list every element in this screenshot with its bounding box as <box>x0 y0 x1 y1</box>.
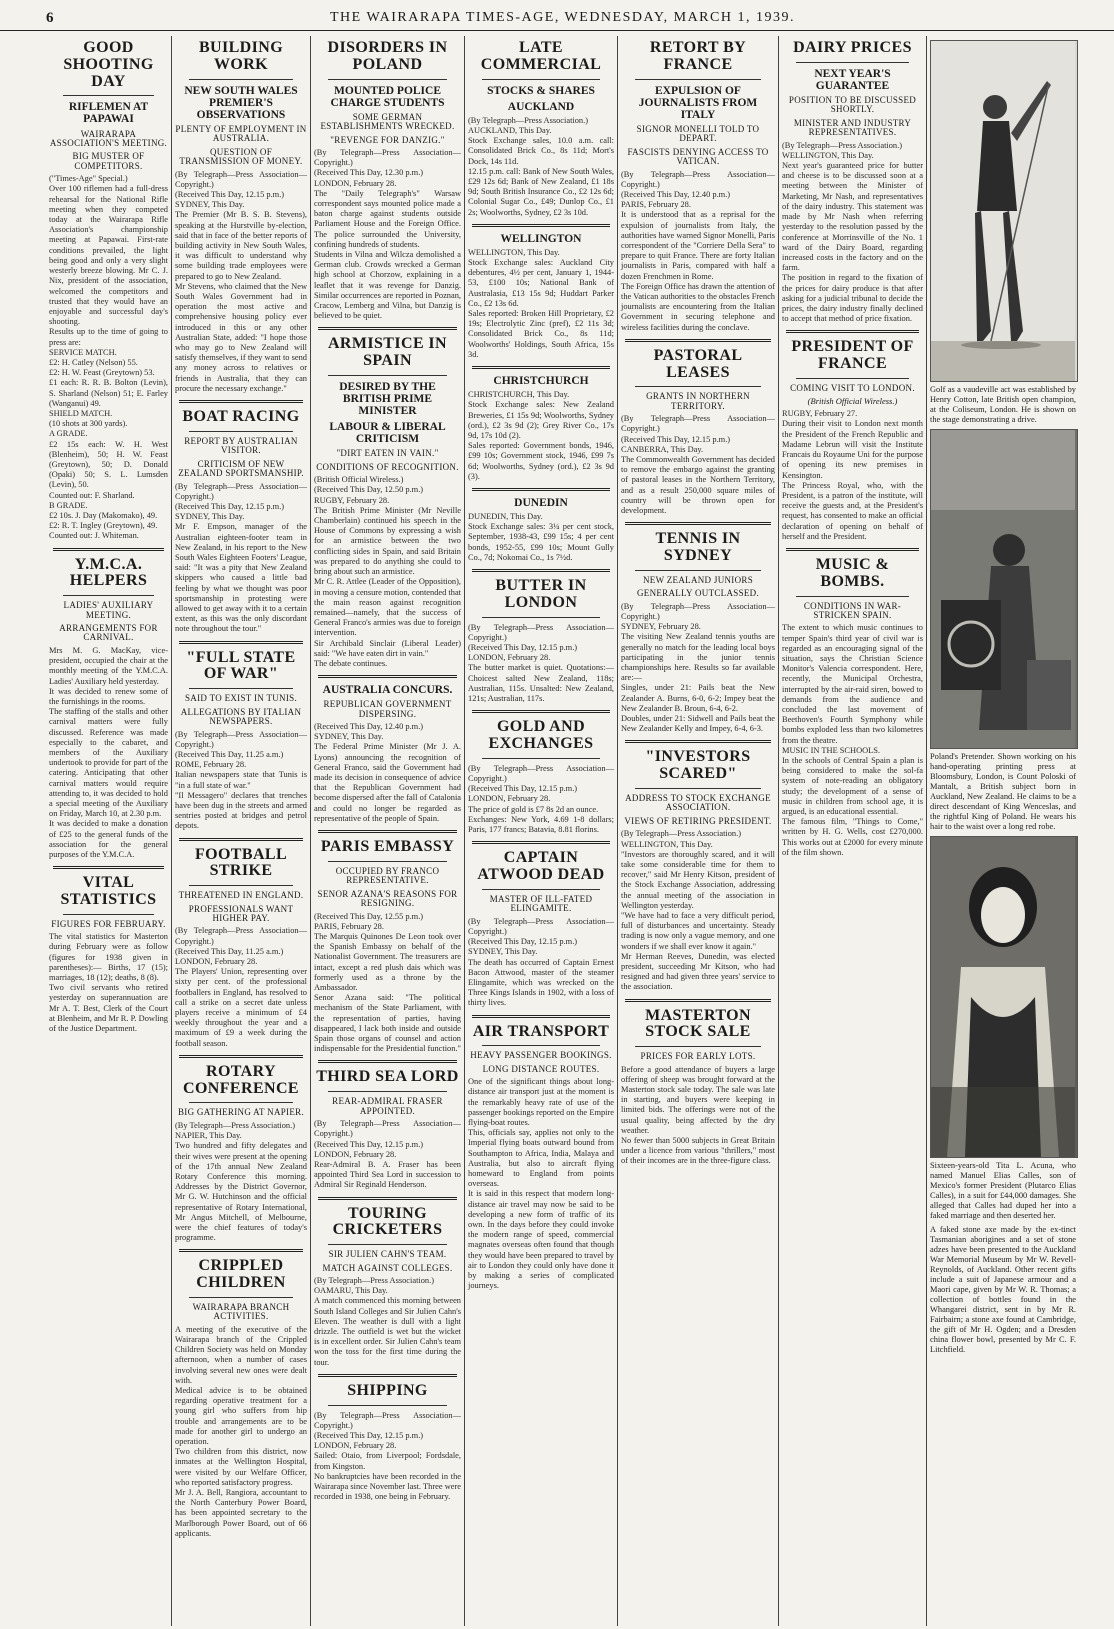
headline: VITAL STATISTICS <box>60 874 157 908</box>
article <box>314 684 461 824</box>
photo-caption: Sixteen-years-old Tita L. Acuna, who named Manuel Elias Calles, son of Mexico's former President (Plutarco Elias Calles), in a suit for £44,000 damages. She alleged that Calles had duped her into a faked marriage and then deserted her. <box>930 1161 1076 1220</box>
headline: FOOTBALL STRIKE <box>194 845 288 880</box>
article <box>468 497 614 563</box>
column-rule <box>926 36 927 1626</box>
subheading: LONG DISTANCE ROUTES. <box>482 1063 600 1074</box>
subheading: NEXT YEAR'S GUARANTEE <box>814 67 891 92</box>
subheading: REAR-ADMIRAL FRASER APPOINTED. <box>332 1096 443 1116</box>
article <box>314 1383 461 1503</box>
headline: THIRD SEA LORD <box>316 1068 459 1086</box>
subheading: SAID TO EXIST IN TUNIS. <box>185 693 297 704</box>
headline: MUSIC & BOMBS. <box>815 555 890 590</box>
article-body: (By Telegraph—Press Association—Copyright.) (Received This Day, 12.15 p.m.) LONDON, February 28. Sailed: Otaio, from Liverpool; Fordsdale, from Kingston. No bankruptcies have been recorded in the Wairarapa since November last. Three were recorded in 1938, one being in February. <box>314 1410 461 1502</box>
article-body: (By Telegraph—Press Association—Copyright.) (Received This Day, 11.25 a.m.) LONDON, February 28. The Players' Union, representing over sixty per cent. of the professional footballers in England, has resolved to call a strike on a secret date unless players receive a minimum of £4 weekly throughout the year and a maximum of £9 a week during the football season. <box>175 926 307 1048</box>
headline: DUNEDIN <box>514 496 568 509</box>
subheading: ARRANGEMENTS FOR CARNIVAL. <box>59 623 158 643</box>
subheading: WAIRARAPA BRANCH ACTIVITIES. <box>192 1301 290 1322</box>
subheading: NEW SOUTH WALES PREMIER'S OBSERVATIONS <box>184 84 298 121</box>
headline: AIR TRANSPORT <box>472 1022 610 1040</box>
article <box>175 409 307 635</box>
photo-caption: Golf as a vaudeville act was established by Henry Cotton, late British open champion, at the Coliseum, London. He is shown on the stage demonstrating a drive. <box>930 385 1076 424</box>
headline: DISORDERS IN POLAND <box>327 39 448 73</box>
article-body: Before a good attendance of buyers a large offering of sheep was brought forward at the Masterton stock sale today. The sale was late in starting, and buyers were keeping in limited bids. The offerings were not of the usual quality, being affected by the dry weather. No fewer than 5000 subjects in Great Britain under a licence from various "thrillers," most of their incomes are in the three-figure class. <box>621 1064 775 1166</box>
subheading: MOUNTED POLICE CHARGE STUDENTS <box>330 84 445 109</box>
headline: BUTTER IN LONDON <box>495 577 587 611</box>
subheading: GENERALLY OUTCLASSED. <box>636 588 760 599</box>
article <box>175 1064 307 1243</box>
article-body: (By Telegraph—Press Association—Copyright.) (Received This Day, 12.15 p.m.) LONDON, February 28. The butter market is quiet. Quotations:—Choicest salted New Zealand, 118s; Australian, 115s. Unsalted: New Zealand, 121s; Australian, 117s. <box>468 622 614 704</box>
article-body: (By Telegraph—Press Association.) OAMARU, This Day. A match commenced this morning between South Island Colleges and Sir Julien Cahn's Eleven. The weather is dull with a light drizzle. The outfield is wet but the wicket is in excellent order. Sir Julien Cahn's team won the toss for the first time during the tour. <box>314 1276 461 1367</box>
headline: "INVESTORS SCARED" <box>645 748 751 783</box>
subheading: VIEWS OF RETIRING PRESIDENT. <box>624 815 772 826</box>
headline: WELLINGTON <box>500 232 582 245</box>
article-body: (By Telegraph—Press Association—Copyright.) (Received This Day, 12.15 p.m.) CANBERRA, This Day. The Commonwealth Government has decided to remove the embargo against the granting of pastoral leases in the Northern Territory, and as a result 250,000 square miles of country will be thrown open for development. <box>621 414 775 516</box>
subheading: NEW ZEALAND JUNIORS <box>642 574 754 585</box>
subheading: BIG MUSTER OF COMPETITORS. <box>72 151 145 171</box>
article-body: (By Telegraph—Press Association.) WELLINGTON, This Day. Next year's guaranteed price for butter and cheese is to be discussed soon at a meeting between the Minister of Marketing, Mr Nash, and representatives of the dairy industry. This statement was made by Mr Nash when referring yesterday to the resolution passed by the conference at Morrinsville of the No. 1 ward of the Dairy Board, regarding increased costs in the factory and on the farm. The position in regard to the fixation of the prices for dairy produce is that after asking for a judicial tribunal to decide the prices, the dairy industry finally declined to accept that method of price fixation. <box>782 140 923 324</box>
article-body: (By Telegraph—Press Association—Copyright.) (Received This Day, 12.40 p.m.) PARIS, February 28. It is understood that as a reprisal for the expulsion of journalists from Italy, the authorities have warned Signor Monelli, Paris correspondent of the "Corriere Della Sera" to prepare to quit France. There are forty Italian journalists in Paris, compared with half a dozen Frenchmen in Rome. The Foreign Office has drawn the attention of the Vatican authorities to the obstacles French journalists are encountering from the Italian Government in securing telephone and wireless facilities during the conclave. <box>621 169 775 332</box>
headline: PRESIDENT OF FRANCE <box>791 338 914 373</box>
article-body: A meeting of the executive of the Wairarapa branch of the Crippled Children Society was held on Monday afternoon, when a number of cases involving several new ones were dealt with. Medical advice is to be obtained regarding operative treatment for a young girl who suffers from hip trouble and arrangements are to be made for another girl to undergo an operation. Two children from this district, now inmates at the Wellington Hospital, were visited by our Welfare Officer, who reported satisfactory progress. Mr J. A. Bell, Rangiora, accountant to the North Canterbury Power Board, has been appointed secretary to the Marlborough Power Board, out of 66 applicants. <box>175 1324 307 1538</box>
subheading: RIFLEMEN AT PAPAWAI <box>68 101 149 126</box>
subheading: REPUBLICAN GOVERNMENT DISPERSING. <box>323 699 452 719</box>
headline: BUILDING WORK <box>198 39 284 73</box>
subheading: EXPULSION OF JOURNALISTS FROM ITALY <box>638 84 758 121</box>
article-body: (Received This Day, 12.55 p.m.) PARIS, February 28. The Marquis Quinones De Leon took over the Spanish Embassy on behalf of the Nationalist Government. The treasurers are intact, except a red plush dais which was formerly used as a throne by the Ambassador. Senor Azana said: "The political mechanism of the State Parliament, with the representation of parties, having disappeared, I lack both inside and outside Spain those organs of counsel and action indispensable for the Presidential function." <box>314 911 461 1054</box>
subheading: HEAVY PASSENGER BOOKINGS. <box>470 1050 612 1061</box>
headline: PARIS EMBASSY <box>320 838 455 856</box>
photo-caption: Poland's Pretender. Shown working on his hand-operating printing press at Bloomsbury, London, is Count Poloski of Mantalt, a British subject born in Auckland, New Zealand. He claims to be a direct descendant of King Wenceslas, and the rightful King of Poland. He wears his hair to the waist over a long red robe. <box>930 752 1076 831</box>
headline: GOLD AND EXCHANGES <box>488 718 594 753</box>
subheading: OCCUPIED BY FRANCO REPRESENTATIVE. <box>335 865 440 886</box>
article-body: (By Telegraph—Press Association—Copyright.) SYDNEY, February 28. The visiting New Zealand tennis youths are generally no match for the leading local boys participating in the junior tennis championships here. Results so far available are:— Singles, under 21: Pails beat the New Zealander A. Burns, 6-0, 6-2; Impey beat the New Zealander B. Broun, 6-4, 6-2. Doubles, under 21: Sidwell and Pails beat the New Zealander Kelly and Impey, 6-4, 6-3. <box>621 601 775 734</box>
column-1 <box>46 36 171 1624</box>
subheading: "REVENGE FOR DANZIG." <box>330 134 445 145</box>
article-body: (By Telegraph—Press Association—Copyright.) (Received This Day, 12.15 p.m.) LONDON, February 28. The price of gold is £7 8s 2d an ounce. Exchanges: New York, 4.69 1-8 dollars; Paris, 177 francs; Batavia, 8.81 florins. <box>468 763 614 835</box>
subheading: THREATENED IN ENGLAND. <box>178 890 304 901</box>
subheading: COMING VISIT TO LONDON. <box>790 382 915 393</box>
subheading: (British Official Wireless.) <box>807 396 898 407</box>
headline: MASTERTON STOCK SALE <box>645 1006 751 1041</box>
headline: CAPTAIN ATWOOD DEAD <box>477 849 605 884</box>
headline: AUSTRALIA CONCURS. <box>322 684 453 697</box>
headline: ROTARY CONFERENCE <box>182 1062 299 1097</box>
article <box>468 375 614 482</box>
subheading: PROFESSIONALS WANT HIGHER PAY. <box>188 903 294 923</box>
subheading: LADIES' AUXILIARY MEETING. <box>63 600 154 620</box>
article-body: (By Telegraph—Press Association—Copyright.) (Received This Day, 12.30 p.m.) LONDON, February 28. The "Daily Telegraph's" Warsaw correspondent says mounted police made a baton charge against students outside Parliament House and the Foreign Office. The police surrounded the University, confining hundreds of students. Students in Vilna and Wilcza demolished a German club. Crowds wrecked a German high school at Chorzow, explaining in a leaflet that it was revenge for Danzig. Similar occurrences are reported in Poznan, Cracow, Lemberg and Vilna, but Danzig is believed to be quiet. <box>314 148 461 321</box>
article <box>175 1258 307 1539</box>
subheading: WAIRARAPA ASSOCIATION'S MEETING. <box>49 128 168 148</box>
article <box>49 557 168 861</box>
page-number: 6 <box>46 10 54 26</box>
headline: PASTORAL LEASES <box>653 346 743 381</box>
headline: DAIRY PRICES <box>793 39 912 56</box>
article <box>314 839 461 1054</box>
subheading: FIGURES FOR FEBRUARY. <box>51 918 166 929</box>
article <box>621 1008 775 1167</box>
headline: LATE COMMERCIAL <box>480 39 602 73</box>
article-body: WELLINGTON, This Day. Stock Exchange sales: Auckland City debentures, 4½ per cent, January 1, 1944-53, £100 10s; National Bank of Australasia, £13 15s 9d; Huddart Parker Co., £2 13s 6d. Sales reported: Broken Hill Proprietary, £2 19s; Electrolytic Zinc (pref), £2 11s 3d; Consolidated Brick Co., 8s 11d; Woolworths' Holdings, South Africa, 15s 3d. <box>468 247 614 359</box>
headline: Y.M.C.A. HELPERS <box>69 555 148 590</box>
subheading: ADDRESS TO STOCK EXCHANGE ASSOCIATION. <box>625 792 771 813</box>
article-body: Mrs M. G. MacKay, vice-president, occupied the chair at the monthly meeting of the Y.M.C.A. Ladies' Auxiliary held yesterday. It was decided to renew some of the furnishings in the rooms. The staffing of the stalls and other carnival matters were fully discussed. Reference was made especially to the cabaret, and members of the Auxiliary undertook to provide for part of the catering. Anticipating that other carnival matters would require attending to, it was decided to hold a special meeting of the Auxiliary on Friday, March 10, at 2.30 p.m. It was decided to make a donation of £25 to the general funds of the association for the general purposes of the Y.M.C.A. <box>49 645 168 859</box>
article <box>175 847 307 1049</box>
article <box>468 40 614 218</box>
headline: ARMISTICE IN SPAIN <box>327 335 448 370</box>
column-3 <box>311 36 464 1624</box>
article <box>468 719 614 835</box>
article-body: The extent to which music continues to temper Spain's third year of civil war is regarded as an encouraging signal of the situation, says the Christian Science Monitor's Valencia correspondent. Here, recently, the Municipal Orchestra, interrupted by the air-raid siren, bowed to demands from the audience and concluded the last movement of Beethoven's Fourth Symphony while bombs exploded less than two kilometres from the theatre. MUSIC IN THE SCHOOLS. In the schools of Central Spain a plan is being considered to make the sol-fa system of note-reading an obligatory study; the development of a sense of music in children from school age, it is argued, is an educational essential. The famous film, "Things to Come," written by H. G. Wells, cost £270,000. This works out at £2000 for every minute of the film shown. <box>782 623 923 857</box>
subheading: SENOR AZANA'S REASONS FOR RESIGNING. <box>317 888 458 909</box>
article-body: ("Times-Age" Special.) Over 100 riflemen had a full-dress rehearsal for the National Rifle meeting when they competed today at the Wairarapa Rifle Association's championship meeting at Papawai. First-rate conditions prevailed, the light being good and only a very slight westerly breeze blowing. Mr C. J. Nix, president of the association, welcomed the competitors and trusted that they would have an enjoyable and successful day's shooting. Results up to the time of going to press are: SERVICE MATCH. £2: H. Catley (Nelson) 55. £2: H. W. Feast (Greytown) 53. £1 each: R. R. B. Bolton (Levin), S. Sharland (Nelson) 51; E. Farley (Wanganui) 49. SHIELD MATCH. (10 shots at 300 yards). A GRADE. £2 15s each: W. H. West (Blenheim), 50; H. W. Feast (Greytown), 50; D. Donald (Opaki) 50; S. L. Lumsden (Levin), 50. Counted out: F. Sharland. B GRADE. £2 10s. J. Day (Makomako), 49. £2: R. T. Ingley (Greytown), 49. Counted out: J. Whiteman. <box>49 174 168 541</box>
subheading: SOME GERMAN ESTABLISHMENTS WRECKED. <box>320 111 455 132</box>
golfer-photo-image <box>931 41 1075 381</box>
subheading: AUCKLAND <box>507 100 575 113</box>
subheading: PRICES FOR EARLY LOTS. <box>640 1051 756 1062</box>
headline: GOOD SHOOTING DAY <box>63 39 154 90</box>
column-6 <box>779 36 926 1624</box>
article <box>314 1206 461 1368</box>
article-body: RUGBY, February 27. During their visit to London next month the President of the French Republic and Madame Lebrun will visit the Institute Francais du Royaume Uni for the purpose of opening its new premises in Kensington. The Princess Royal, who, with the President, is a patron of the institute, will receive the guests and, at the President's request, has consented to make an official declaration of opening on behalf of herself and the President. <box>782 409 923 541</box>
article <box>175 40 307 394</box>
article-body: CHRISTCHURCH, This Day. Stock Exchange sales: New Zealand Breweries, £1 15s 9d; Woolworths, Sydney (ord.), £2 3s 9d (2); Grey River Co., 17s 9d, 17s 10d (2). Sales reported: Government bonds, 1946, £99 10s; Government stock, 1946, £99 7s 6d; Woolworths, Sydney (ord.), £2 3s 9d (3). <box>468 390 614 481</box>
article <box>621 348 775 517</box>
article <box>314 1069 461 1190</box>
article-body: (By Telegraph—Press Association.) AUCKLAND, This Day. Stock Exchange sales, 10.0 a.m. call: Consolidated Brick Co., 8s 11d; Mort's Dock, 14s 11d. 12.15 p.m. call: Bank of New South Wales, £29 12s 6d; Bank of New Zealand, £1 18s 9d; South British Insurance Co., £2 12s 6d; Colonial Sugar Co., £49; Dunlop Co., £1 2s; Woolworths, Sydney, £2 3s 10d. <box>468 115 614 217</box>
column-2 <box>172 36 310 1624</box>
subheading: STOCKS & SHARES <box>487 84 595 97</box>
article-body: (By Telegraph—Press Association—Copyright.) (Received This Day, 12.15 p.m.) LONDON, February 28. Rear-Admiral B. A. Fraser has been appointed Third Sea Lord in succession to Admiral Sir Reginald Henderson. <box>314 1119 461 1190</box>
article <box>621 40 775 333</box>
subheading: SIR JULIEN CAHN'S TEAM. <box>328 1249 447 1260</box>
headline: "FULL STATE OF WAR" <box>186 648 296 683</box>
article-body: (British Official Wireless.) (Received This Day, 12.50 p.m.) RUGBY, February 28. The British Prime Minister (Mr Neville Chamberlain) continued his speech in the House of Commons by expressing a wish for an armistice between the two conflicting sides in Spain, and said Britain was prepared to do anything she could to bring about such an armistice. Mr C. R. Attlee (Leader of the Opposition), in moving a censure motion, contended that the main reason against recognition remained—namely, that the success of General Franco's armies was due to foreign intervention. Sir Archibald Sinclair (Liberal Leader) said: "We have eaten dirt in vain." The debate continues. <box>314 475 461 668</box>
portrait-photo-image <box>931 837 1075 1157</box>
subheading: QUESTION OF TRANSMISSION OF MONEY. <box>179 146 303 167</box>
subheading: FASCISTS DENYING ACCESS TO VATICAN. <box>627 146 769 167</box>
subheading: PLENTY OF EMPLOYMENT IN AUSTRALIA. <box>175 123 307 144</box>
subheading: LABOUR & LIBERAL CRITICISM <box>329 421 446 446</box>
article-body: DUNEDIN, This Day. Stock Exchange sales: 3¼ per cent stock, September, 1938-43, £99 15s; 4 per cent bonds, 1952-55, £99 10s; Mount Gully Co., 7d; Nokomai Co., 1s 7½d. <box>468 512 614 562</box>
subheading: REPORT BY AUSTRALIAN VISITOR. <box>184 435 298 456</box>
column-7-photos <box>928 36 1078 1624</box>
headline: TOURING CRICKETERS <box>332 1204 443 1239</box>
printing-press-photo-image <box>931 430 1075 748</box>
article <box>49 40 168 542</box>
article-body: (By Telegraph—Press Association—Copyright.) (Received This Day, 11.25 a.m.) ROME, February 28. Italian newspapers state that Tunis is "in a full state of war." "Il Messagero" declares that trenches have been dug in the streets and armed sentries posted at bridges and petrol depots. <box>175 729 307 831</box>
photo-golfer <box>930 40 1078 382</box>
article-body: (By Telegraph—Press Association—Copyright.) (Received This Day, 12.15 p.m.) SYDNEY, This Day. The death has occurred of Captain Ernest Bacon Attwood, master of the steamer Elingamite, which was wrecked on the Three Kings Islands in 1902, with a loss of thirty lives. <box>468 916 614 1008</box>
article <box>49 875 168 1034</box>
headline: RETORT BY FRANCE <box>649 39 747 73</box>
article <box>782 339 923 542</box>
article-body: The vital statistics for Masterton during February were as follow (figures for 1938 given in parentheses):— Births, 17 (15); marriages, 18 (12); deaths, 8 (8). Two civil servants who retired yesterday on superannuation are Mr A. T. Best, Clerk of the Court at Blenheim, and Mr R. P. Dowling of the Justice Department. <box>49 932 168 1034</box>
masthead <box>0 0 1114 31</box>
subheading: POSITION TO BE DISCUSSED SHORTLY. <box>788 94 917 115</box>
headline: TENNIS IN SYDNEY <box>655 530 741 565</box>
headline: CRIPPLED CHILDREN <box>196 1257 286 1292</box>
subheading: BIG GATHERING AT NAPIER. <box>177 1107 305 1118</box>
article <box>468 850 614 1008</box>
subheading: MASTER OF ILL-FATED ELINGAMITE. <box>489 893 593 914</box>
subheading: MINISTER AND INDUSTRY REPRESENTATIVES. <box>793 117 912 138</box>
subheading: SIGNOR MONELLI TOLD TO DEPART. <box>636 123 760 144</box>
headline: CHRISTCHURCH <box>493 375 589 388</box>
article <box>621 749 775 992</box>
photo-portrait <box>930 836 1078 1158</box>
article-body: (By Telegraph—Press Association.) WELLINGTON, This Day. "Investors are thoroughly scared, and it will take some considerable time for them to recover," said Mr Henry Kitson, president of the Stock Exchange Association, addressing the annual meeting of the association in Wellington yesterday. "We have had to face a very difficult period, full of disturbances and uncertainty. Steady trading is now only a vague memory, and one wonders if we shall ever know it again." Mr Herman Reeves, Dunedin, was elected president, succeeding Mr Kitson, who had resigned and had given three years' service to the association. <box>621 829 775 992</box>
article <box>782 557 923 858</box>
headline: SHIPPING <box>347 1381 428 1399</box>
article-body: (By Telegraph—Press Association—Copyright.) (Received This Day, 12.15 p.m.) SYDNEY, This Day. Mr F. Empson, manager of the Australian eighteen-footer team in New Zealand, in his report to the New South Wales Eighteen Footers' League, said: "It was a pity that New Zealand skippers who caused a little bad feeling by what we thought was poor sportsmanship in protesting were allowed to get away with it to a certain extent, as this was the only discordant note throughout the tour." <box>175 481 307 634</box>
article <box>468 578 614 704</box>
article <box>314 336 461 669</box>
article <box>468 1024 614 1292</box>
article-body: One of the significant things about long-distance air transport just at the moment is the remarkably heavy rate of use of the passenger bookings reported on the Empire flying-boat routes. This, officials say, applies not only to the Imperial flying boats outward bound from Southampton to Africa, India, Malaya and Australia, but also to aircraft flying homeward to England from points overseas. It is said in this respect that modern long-distance air travel may now be said to be developing a new form of traffic of its own. In the days before they could invoke the modern range of speed, commercial magnates overseas often found that though they would have been prepared to travel by air to London they could only have done it by making a series of complicated journeys. <box>468 1077 614 1291</box>
subheading: CRITICISM OF NEW ZEALAND SPORTSMANSHIP. <box>178 458 304 479</box>
subheading: ALLEGATIONS BY ITALIAN NEWSPAPERS. <box>180 706 302 727</box>
article <box>314 40 461 321</box>
article-body: (By Telegraph—Press Association.) NAPIER, This Day. Two hundred and fifty delegates and their wives were present at the opening of the 17th annual New Zealand Rotary Conference this morning. Addresses by the District Governor, Mr G. W. Hutchinson and the official representative of Rotary International, Mr Angus Mitchell, of Melbourne, were the chief features of today's programme. <box>175 1120 307 1243</box>
article-body: (By Telegraph—Press Association—Copyright.) (Received This Day, 12.15 p.m.) SYDNEY, This Day. The Premier (Mr B. S. B. Stevens), speaking at the Hurstville by-election, said that in face of the better reports of building activity in New South Wales, it was difficult to understand why some building trade employees were prepared to go to New Zealand. Mr Stevens, who claimed that the New South Wales Government had in operation the most active and comprehensive housing policy ever introduced in this or any other Australian State, added: "I hope those who may go to New Zealand will satisfy themselves, if they want to send any money across to relatives or friends in Australia, that they can procure the necessary exchange." <box>175 169 307 393</box>
subheading: MATCH AGAINST COLLEGES. <box>322 1262 453 1273</box>
subheading: DESIRED BY THE BRITISH PRIME MINISTER <box>339 381 436 418</box>
photo-caption: A faked stone axe made by the ex-tinct Tasmanian aborigines and a set of stone adzes have been presented to the Auckland War Memorial Museum by Mr W. Revell-Reynolds, of Auckland. Other recent gifts include a suit of Japanese armour and a Maori cape, given by Mr W. R. Thomas; a collection of bottles found in the Whangarei district, sent in by Mr R. Fairbairn; a stone axe found at Cambridge, the gift of Mr H. Ogden; and a Dresden china flower bowl, presented by Mr C. F. Litchfield. <box>930 1225 1076 1354</box>
column-4 <box>465 36 617 1624</box>
subheading: CONDITIONS OF RECOGNITION. <box>316 461 459 472</box>
newspaper-title: THE WAIRARAPA TIMES-AGE, WEDNESDAY, MARCH 1, 1939. <box>330 10 795 25</box>
headline: BOAT RACING <box>182 408 300 425</box>
article <box>782 40 923 324</box>
photo-printing-press <box>930 429 1078 749</box>
article <box>468 233 614 360</box>
subheading: "DIRT EATEN IN VAIN." <box>336 448 439 459</box>
subheading: GRANTS IN NORTHERN TERRITORY. <box>646 391 750 411</box>
subheading: CONDITIONS IN WAR-STRICKEN SPAIN. <box>803 600 902 620</box>
article <box>621 531 775 734</box>
column-5 <box>618 36 778 1624</box>
article-body: (Received This Day, 12.40 p.m.) SYDNEY, This Day. The Federal Prime Minister (Mr J. A. Lyons) announcing the recognition of General Franco, said the Government had made its decision in consequence of advice that the Republican Government had become dispersed after the fall of Catalonia and could no longer be regarded as representative of the people of Spain. <box>314 722 461 823</box>
article <box>175 650 307 832</box>
